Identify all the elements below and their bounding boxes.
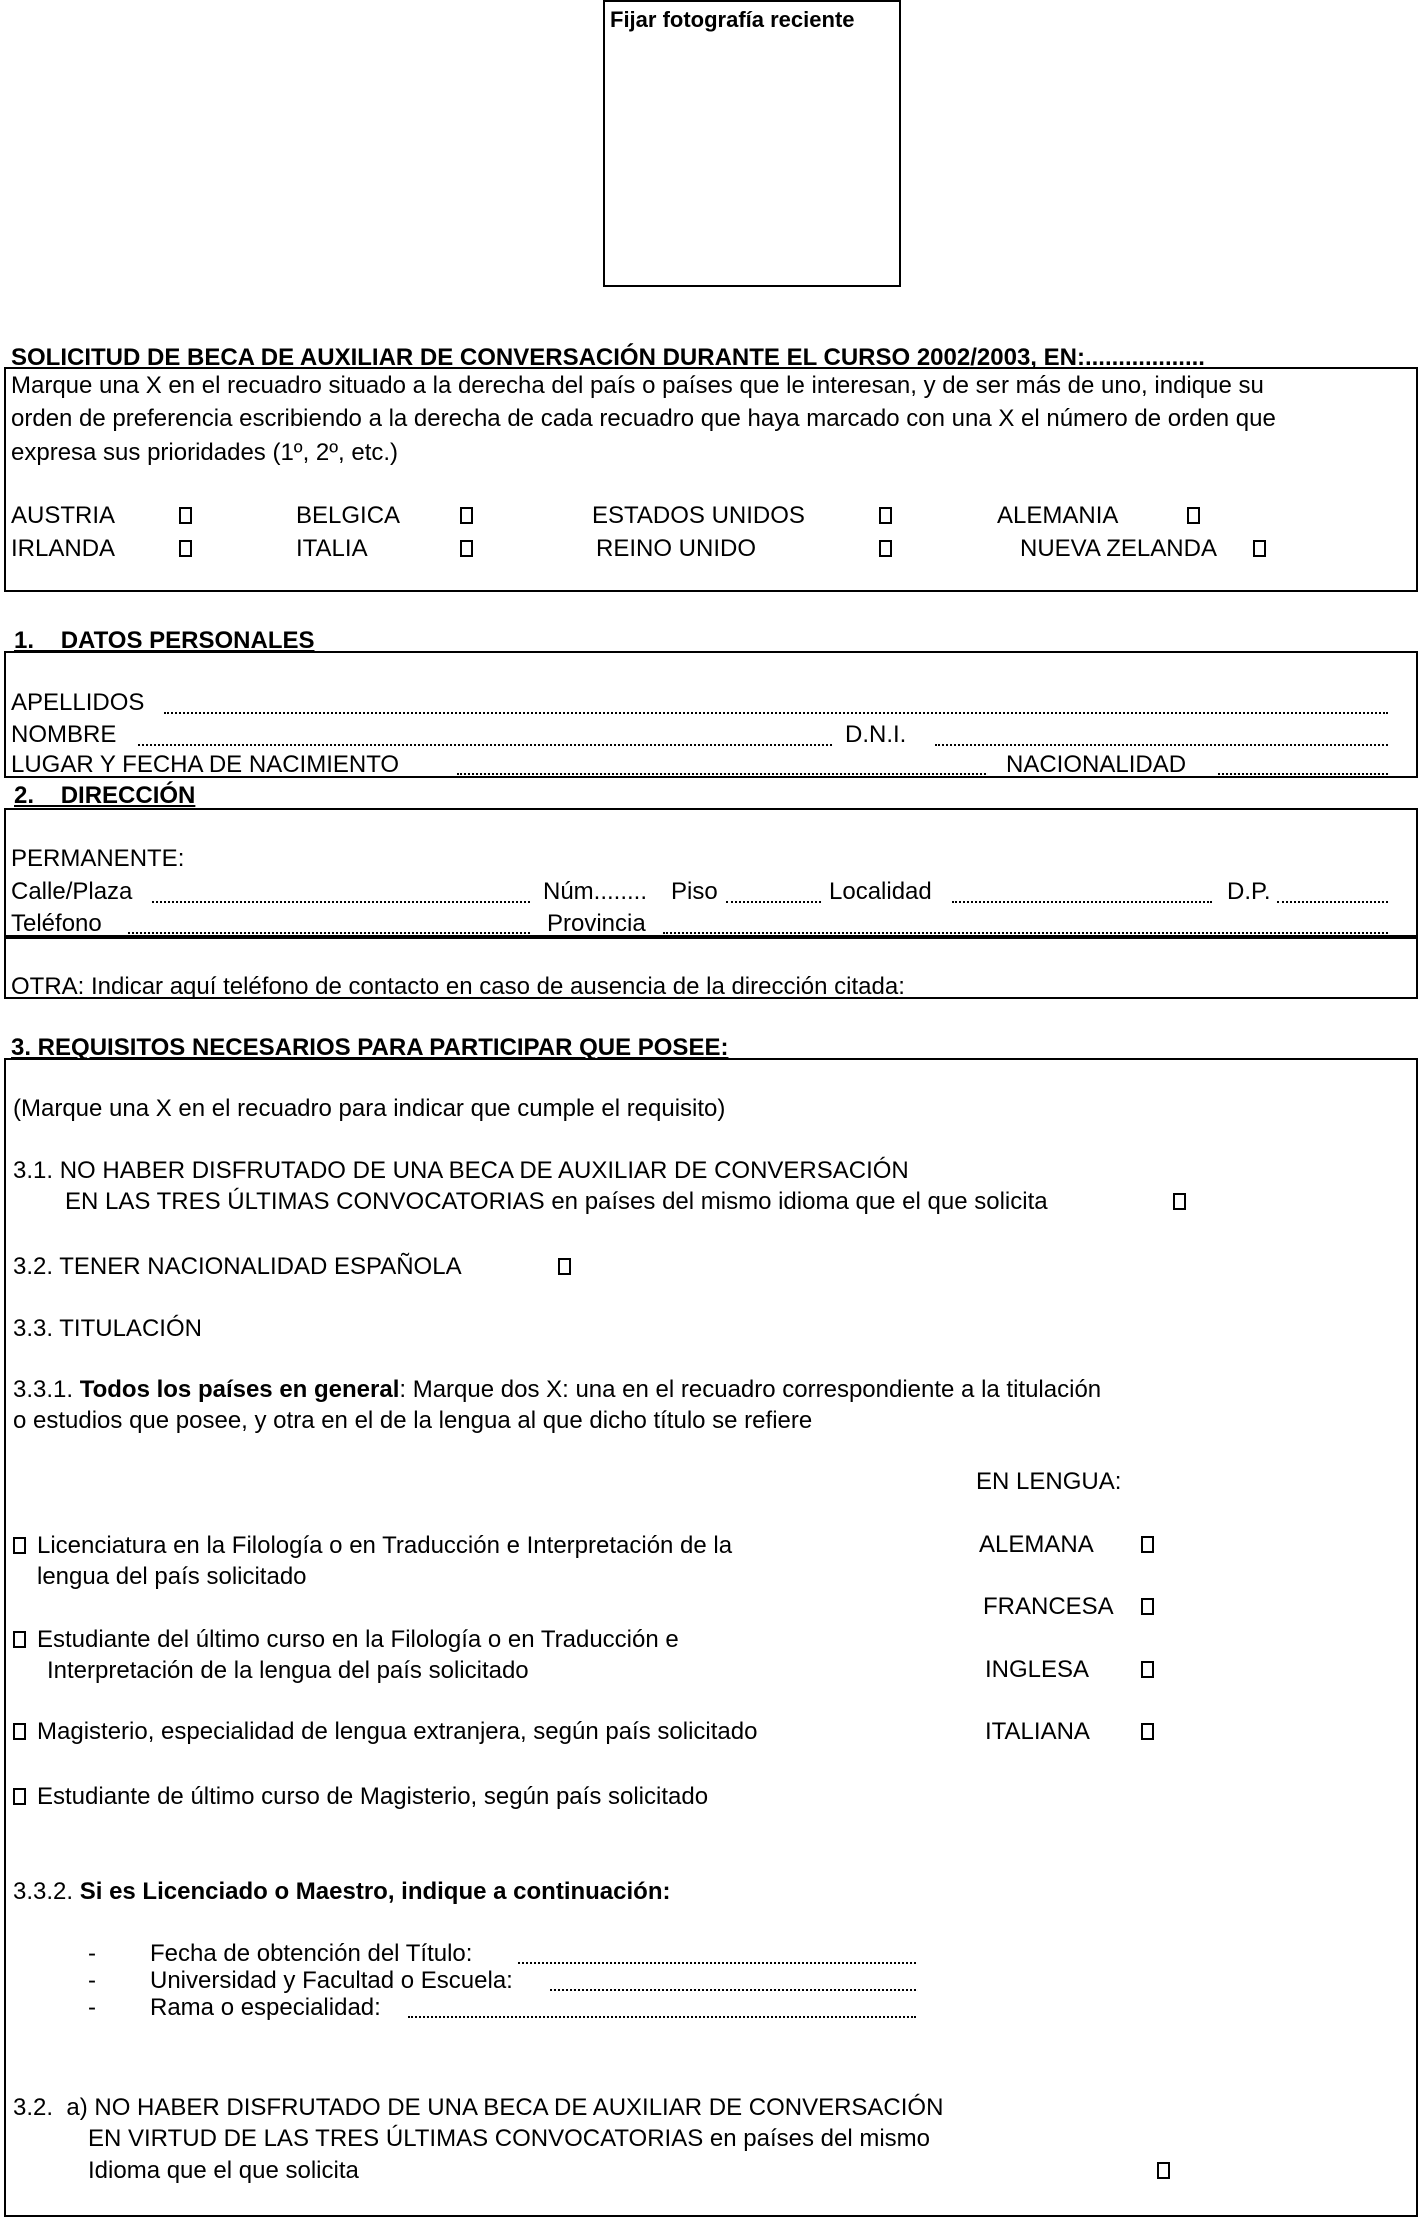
country-irlanda: IRLANDA [11,535,116,562]
estudio-3-checkbox[interactable] [13,1723,26,1740]
requirement-3-2-checkbox[interactable] [558,1258,571,1275]
direccion-box [4,808,1418,937]
instructions-line-3: expresa sus prioridades (1º, 2º, etc.) [11,439,399,466]
permanente-label: PERMANENTE: [11,845,185,872]
localidad-label: Localidad [829,878,932,905]
piso-label: Piso [671,878,718,905]
country-estados-unidos-checkbox[interactable] [879,507,892,524]
requirement-3-2a-line-3: Idioma que el que solicita [88,2157,359,2184]
country-italia: ITALIA [296,535,368,562]
estudio-1-line-1: Licenciatura en la Filología o en Traducción e Interpretación de la [37,1532,733,1559]
lengua-francesa-checkbox[interactable] [1141,1598,1154,1615]
country-austria: AUSTRIA [11,502,116,529]
otra-label: OTRA: Indicar aquí teléfono de contacto en caso de ausencia de la dirección citada: [11,973,905,1000]
requisitos-intro: (Marque una X en el recuadro para indicar que cumple el requisito) [13,1095,726,1122]
piso-field[interactable] [726,901,821,903]
requirement-3-3-1-prefix: 3.3.1. [13,1376,80,1403]
requirement-3-3-2-dash-2: - [88,1967,96,1994]
num-label: Núm........ [543,878,648,905]
fecha-titulo-label: Fecha de obtención del Título: [150,1940,473,1967]
lengua-inglesa: INGLESA [985,1656,1090,1683]
form-title: SOLICITUD DE BECA DE AUXILIAR DE CONVERSACIÓN DURANTE EL CURSO 2002/2003, EN:.................. [11,344,1205,371]
requirement-3-3-1-line-1 [13,1378,1101,1402]
estudio-3-line-1: Magisterio, especialidad de lengua extranjera, según país solicitado [37,1718,758,1745]
requirement-3-3-1-rest: : Marque dos X: una en el recuadro correspondiente a la titulación [399,1376,1102,1403]
country-italia-checkbox[interactable] [460,540,473,557]
lengua-italiana: ITALIANA [985,1718,1090,1745]
en-lengua-label: EN LENGUA: [976,1468,1122,1495]
country-reino-unido: REINO UNIDO [596,535,757,562]
requirement-3-1-line-2: EN LAS TRES ÚLTIMAS CONVOCATORIAS en países del mismo idioma que el que solicita [65,1188,1048,1215]
lengua-francesa: FRANCESA [983,1593,1114,1620]
estudio-1-line-2: lengua del país solicitado [37,1563,307,1590]
requirement-3-3-1-bold: Todos los países en general [79,1376,400,1403]
requirement-3-1-line-1: 3.1. NO HABER DISFRUTADO DE UNA BECA DE AUXILIAR DE CONVERSACIÓN [13,1157,909,1184]
nombre-label: NOMBRE [11,721,117,748]
country-estados-unidos: ESTADOS UNIDOS [592,502,805,529]
calle-label: Calle/Plaza [11,878,133,905]
lugar-fecha-label: LUGAR Y FECHA DE NACIMIENTO [11,751,400,778]
requirement-3-3: 3.3. TITULACIÓN [13,1315,202,1342]
nombre-field[interactable] [138,744,832,746]
requirement-3-2a-line-2: EN VIRTUD DE LAS TRES ÚLTIMAS CONVOCATORIAS en países del mismo [88,2125,931,2152]
estudio-1-checkbox[interactable] [13,1537,26,1554]
rama-field[interactable] [408,2016,916,2018]
requirement-3-3-2-prefix: 3.3.2. [13,1878,80,1905]
lengua-italiana-checkbox[interactable] [1141,1723,1154,1740]
country-nueva-zelanda-checkbox[interactable] [1253,540,1266,557]
requirement-3-3-1-line-2: o estudios que posee, y otra en el de la lengua al que dicho título se refiere [13,1407,813,1434]
requirement-3-2a-checkbox[interactable] [1157,2162,1170,2179]
requirement-3-3-2-dash-1: - [88,1940,96,1967]
telefono-label: Teléfono [11,910,102,937]
photo-box-label: Fijar fotografía reciente [610,7,855,32]
country-nueva-zelanda: NUEVA ZELANDA [1020,535,1217,562]
dni-field[interactable] [935,744,1388,746]
universidad-field[interactable] [550,1989,916,1991]
requirement-3-1-checkbox[interactable] [1173,1193,1186,1210]
requirement-3-3-2-bold: Si es Licenciado o Maestro, indique a continuación: [79,1878,671,1905]
estudio-4-line-1: Estudiante de último curso de Magisterio, según país solicitado [37,1783,709,1810]
estudio-2-line-2: Interpretación de la lengua del país solicitado [47,1657,529,1684]
apellidos-label: APELLIDOS [11,689,145,716]
dp-label: D.P. [1227,878,1271,905]
lengua-alemana: ALEMANA [979,1531,1094,1558]
requirement-3-2a-line-1: 3.2. a) NO HABER DISFRUTADO DE UNA BECA DE AUXILIAR DE CONVERSACIÓN [13,2094,944,2121]
requirement-3-2: 3.2. TENER NACIONALIDAD ESPAÑOLA [13,1253,462,1280]
country-belgica: BELGICA [296,502,401,529]
requirement-3-3-2 [13,1880,670,1904]
section-1-title: 1. DATOS PERSONALES [14,627,315,654]
nacionalidad-label: NACIONALIDAD [1006,751,1187,778]
provincia-label: Provincia [547,910,646,937]
photo-box [603,0,901,287]
calle-field[interactable] [152,901,530,903]
country-austria-checkbox[interactable] [179,507,192,524]
section-3-title: 3. REQUISITOS NECESARIOS PARA PARTICIPAR QUE POSEE: [11,1034,729,1061]
estudio-2-checkbox[interactable] [13,1631,26,1648]
country-irlanda-checkbox[interactable] [179,540,192,557]
apellidos-field[interactable] [164,712,1388,714]
section-2-title: 2. DIRECCIÓN [14,782,196,809]
universidad-label: Universidad y Facultad o Escuela: [150,1967,513,1994]
localidad-field[interactable] [952,901,1212,903]
estudio-2-line-1: Estudiante del último curso en la Filología o en Traducción e [37,1626,679,1653]
country-alemania: ALEMANIA [997,502,1119,529]
dp-field[interactable] [1277,901,1388,903]
nacionalidad-field[interactable] [1218,773,1388,775]
provincia-field[interactable] [663,932,1388,934]
instructions-line-2: orden de preferencia escribiendo a la derecha de cada recuadro que haya marcado con una X el número de orden que [11,405,1276,432]
lengua-inglesa-checkbox[interactable] [1141,1661,1154,1678]
lengua-alemana-checkbox[interactable] [1141,1536,1154,1553]
rama-label: Rama o especialidad: [150,1994,381,2021]
country-alemania-checkbox[interactable] [1187,507,1200,524]
lugar-fecha-field[interactable] [457,773,986,775]
telefono-field[interactable] [128,932,530,934]
instructions-line-1: Marque una X en el recuadro situado a la derecha del país o países que le interesan, y de ser más de uno, indique su [11,372,1264,399]
country-reino-unido-checkbox[interactable] [879,540,892,557]
dni-label: D.N.I. [845,721,907,748]
requirement-3-3-2-dash-3: - [88,1994,96,2021]
fecha-titulo-field[interactable] [518,1962,916,1964]
country-belgica-checkbox[interactable] [460,507,473,524]
estudio-4-checkbox[interactable] [13,1788,26,1805]
